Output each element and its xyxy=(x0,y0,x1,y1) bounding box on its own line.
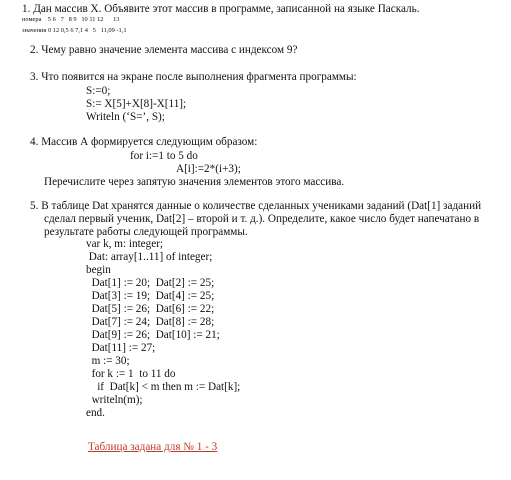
q3-code-line: S:= X[5]+X[8]-X[11]; xyxy=(86,98,187,110)
q5-code-line: Dat[7] := 24; Dat[8] := 28; xyxy=(86,316,215,328)
q5-code-line: Dat[9] := 26; Dat[10] := 21; xyxy=(86,329,220,341)
q5-code-line: m := 30; xyxy=(86,355,130,367)
q5-code-line: Dat: array[1..11] of integer; xyxy=(86,251,213,263)
q4-task: Перечислите через запятую значения элементов этого массива. xyxy=(44,176,345,188)
q5-code-line: Dat[3] := 19; Dat[4] := 25; xyxy=(86,290,215,302)
q5-title-line: сделал первый ученик, Dat[2] – второй и т. д.). Определите, какое число будет напечатано в xyxy=(44,213,480,225)
q2-title: 2. Чему равно значение элемента массива с индексом 9? xyxy=(30,44,298,56)
q4-code-line: A[i]:=2*(i+3); xyxy=(176,163,241,175)
table-reference-link[interactable]: Таблица задана для № 1 - 3 xyxy=(88,441,218,453)
q5-code-line: begin xyxy=(86,264,111,276)
q5-code-line: if Dat[k] < m then m := Dat[k]; xyxy=(86,381,241,393)
q3-code-line: Writeln (‘S=’, S); xyxy=(86,111,165,123)
q1-values-row: значения 0 12 0,5 6 7,1 4 5 11,09 -1,1 xyxy=(22,27,127,34)
q3-code-line: S:=0; xyxy=(86,85,111,97)
q5-code-line: writeln(m); xyxy=(86,394,143,406)
q1-index-row: номера 5 6 7 8 9 10 11 12 13 xyxy=(22,16,120,23)
q4-code-line: for i:=1 to 5 do xyxy=(130,150,198,162)
q4-title: 4. Массив А формируется следующим образом: xyxy=(30,136,258,148)
q5-code-line: Dat[11] := 27; xyxy=(86,342,156,354)
q5-code-line: Dat[5] := 26; Dat[6] := 22; xyxy=(86,303,215,315)
q5-code-line: for k := 1 to 11 do xyxy=(86,368,176,380)
q5-code-line: var k, m: integer; xyxy=(86,238,164,250)
q5-code-line: Dat[1] := 20; Dat[2] := 25; xyxy=(86,277,215,289)
q5-title-line: 5. В таблице Dat хранятся данные о количестве сделанных учениками заданий (Dat[1] заданий xyxy=(30,200,482,212)
q1-title: 1. Дан массив X. Объявите этот массив в программе, записанной на языке Паскаль. xyxy=(22,3,420,15)
q5-code-line: end. xyxy=(86,407,105,419)
q5-title-line: результате работы следующей программы. xyxy=(44,226,248,238)
q3-title: 3. Что появится на экране после выполнения фрагмента программы: xyxy=(30,71,357,83)
